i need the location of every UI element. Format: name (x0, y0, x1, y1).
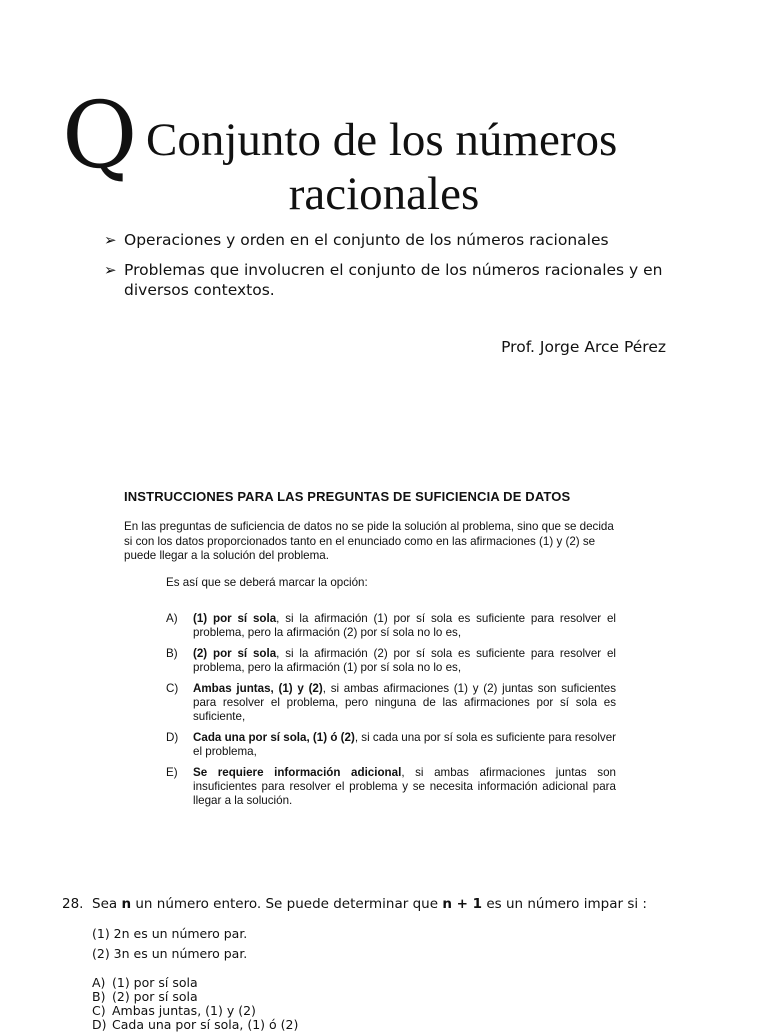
question-number: 28. (62, 896, 84, 912)
option-description: , si la afirmación (2) por sí sola es suficiente para resolver el problema, pero la afirmación (1) por sí sola no lo es, (193, 647, 616, 674)
option-bold: (1) por sí sola (193, 612, 277, 625)
option-description: , si ambas afirmaciones (1) y (2) juntas son suficientes para resolver el problema, pero ninguna de las afirmaciones por sí sola es suficiente, (193, 682, 616, 723)
author-name: Prof. Jorge Arce Pérez (501, 338, 666, 356)
stem-variable: n (121, 896, 132, 912)
option-letter: C) (166, 682, 179, 695)
set-symbol-q: Q (62, 82, 134, 189)
bullet-text: Problemas que involucren el conjunto de los números racionales y en diversos contextos. (124, 261, 663, 299)
answer-letter: A) (92, 975, 106, 990)
option-letter: B) (166, 647, 178, 660)
page-title-line1: Conjunto de los números (146, 114, 618, 166)
answer-letter: C) (92, 1003, 106, 1018)
answer-text: Cada una por sí sola, (1) ó (2) (112, 1017, 299, 1032)
instruction-option (166, 682, 616, 724)
stem-expression: n + 1 (442, 896, 483, 912)
instruction-option (166, 612, 616, 640)
instructions-intro: En las preguntas de suficiencia de datos no se pide la solución al problema, sino que se decida si con los datos proporcionados tanto en el enunciado como en las afirmaciones (1) y (2) se puede llegar a la solución del problema. (124, 520, 614, 562)
answer-text: (1) por sí sola (112, 975, 198, 990)
instructions-lead: Es así que se deberá marcar la opción: (166, 576, 368, 589)
option-text (166, 731, 616, 759)
answer-option-c (92, 1004, 256, 1018)
bullet-text: Operaciones y orden en el conjunto de los números racionales (124, 231, 609, 249)
option-text (166, 766, 616, 808)
option-text (166, 647, 616, 675)
bullet-item (104, 230, 704, 250)
option-letter: E) (166, 766, 178, 779)
option-bold: Ambas juntas, (1) y (2) (193, 682, 323, 695)
answer-text: Ambas juntas, (1) y (2) (112, 1003, 256, 1018)
option-description: , si la afirmación (1) por sí sola es suficiente para resolver el problema, pero la afirmación (2) por sí sola no lo es, (193, 612, 616, 639)
answer-option-b (92, 990, 198, 1004)
instruction-option (166, 647, 616, 675)
instruction-option (166, 731, 616, 759)
answer-option-d (92, 1018, 298, 1032)
stem-text: es un número impar si : (482, 896, 647, 912)
bullet-item (104, 260, 704, 300)
instructions-heading: INSTRUCCIONES PARA LAS PREGUNTAS DE SUFICIENCIA DE DATOS (124, 489, 571, 504)
option-bold: Se requiere información adicional (193, 766, 402, 779)
arrow-bullet-icon: ➢ (104, 261, 117, 279)
arrow-bullet-icon: ➢ (104, 231, 117, 249)
answer-option-a (92, 976, 198, 990)
answer-letter: D) (92, 1017, 107, 1032)
option-bold: (2) por sí sola (193, 647, 277, 660)
statement-1: (1) 2n es un número par. (92, 926, 248, 941)
option-letter: D) (166, 731, 179, 744)
option-text (166, 612, 616, 640)
stem-text: Sea (92, 896, 122, 912)
option-bold: Cada una por sí sola, (1) ó (2) (193, 731, 355, 744)
stem-text: un número entero. Se puede determinar que (131, 896, 443, 912)
answer-text: (2) por sí sola (112, 989, 198, 1004)
option-description: , si ambas afirmaciones juntas son insuficientes para resolver el problema y se necesita información adicional para llegar a la solución. (193, 766, 617, 807)
statement-2: (2) 3n es un número par. (92, 946, 248, 961)
page-title-line2: racionales (288, 168, 480, 220)
option-letter: A) (166, 612, 178, 625)
question-stem (92, 896, 647, 912)
option-text (166, 682, 616, 724)
answer-letter: B) (92, 989, 106, 1004)
instruction-option (166, 766, 616, 808)
option-description: , si cada una por sí sola es suficiente para resolver el problema, (193, 731, 616, 758)
